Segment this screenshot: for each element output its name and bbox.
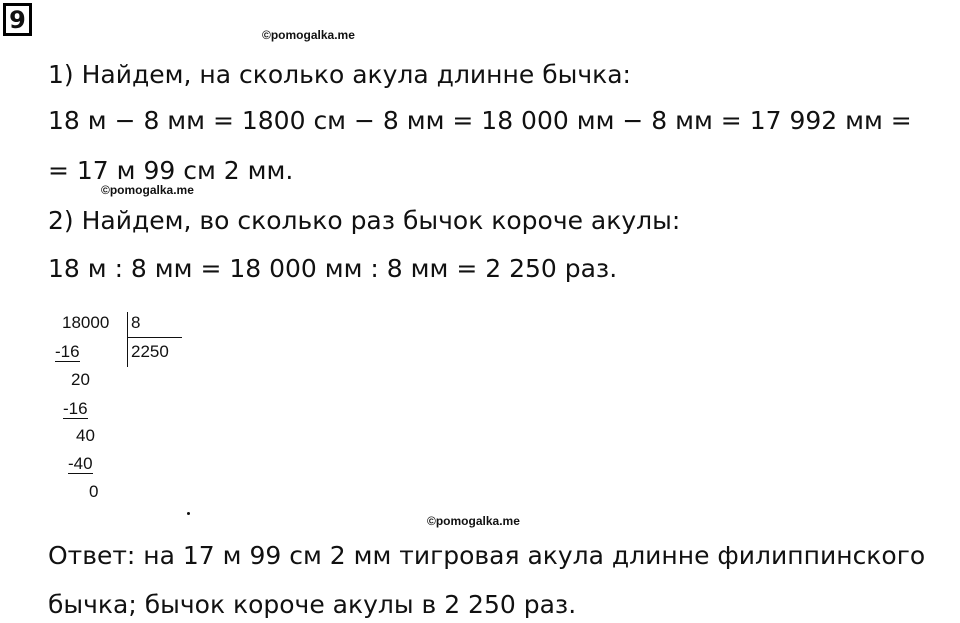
step-1-calculation: 18 м − 8 мм = 1800 см − 8 мм = 18 000 мм − 8 мм = 17 992 мм = <box>48 106 912 135</box>
division-step: 0 <box>89 482 99 501</box>
stray-dot <box>187 512 190 515</box>
division-horizontal-line <box>127 337 182 338</box>
division-vertical-line <box>127 312 128 367</box>
step-2-calculation: 18 м : 8 мм = 18 000 мм : 8 мм = 2 250 раз. <box>48 254 618 283</box>
task-number-badge: 9 <box>3 3 32 36</box>
division-quotient: 2250 <box>131 342 169 361</box>
division-step: -16 <box>55 342 80 361</box>
division-step: -40 <box>68 454 93 473</box>
division-divisor: 8 <box>131 313 141 332</box>
division-step: -16 <box>63 399 88 418</box>
watermark: ©pomogalka.me <box>262 28 355 42</box>
division-dividend: 18000 <box>62 313 110 332</box>
watermark: ©pomogalka.me <box>101 183 194 197</box>
answer-line-1: Ответ: на 17 м 99 см 2 мм тигровая акула длинне филиппинского <box>48 541 926 570</box>
step-1-result: = 17 м 99 см 2 мм. <box>48 156 294 185</box>
division-step: 20 <box>71 370 90 389</box>
watermark: ©pomogalka.me <box>427 514 520 528</box>
division-step: 40 <box>76 426 95 445</box>
step-1-heading: 1) Найдем, на сколько акула длинне бычка: <box>48 60 631 89</box>
step-2-heading: 2) Найдем, во сколько раз бычок короче акулы: <box>48 206 681 235</box>
answer-line-2: бычка; бычок короче акулы в 2 250 раз. <box>48 590 577 619</box>
